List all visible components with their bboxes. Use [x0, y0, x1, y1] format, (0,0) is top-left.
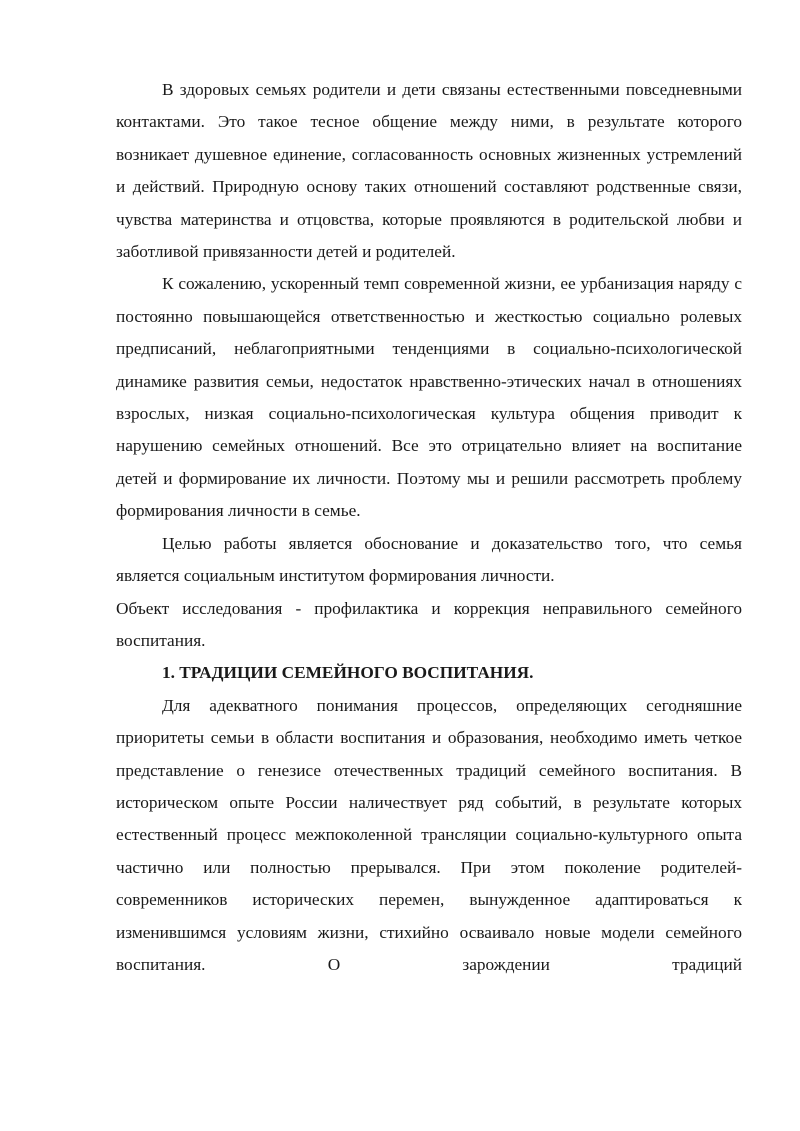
document-page [116, 74, 742, 981]
section-heading: 1. ТРАДИЦИИ СЕМЕЙНОГО ВОСПИТАНИЯ. [162, 663, 534, 683]
paragraph-traditions: Для адекватного понимания процессов, определяющих сегодняшние приоритеты семьи в области воспитания и образования, необходимо иметь четкое представление о генезисе отечественных традиций семейного воспитания. В историческом опыте России наличествует ряд событий, в результате которых естественный процесс межпоколенной трансляции социально-культурного опыта частично или полностью прерывался. При этом поколение родителей-современников исторических перемен, вынужденное адаптироваться к изменившимся условиям жизни, стихийно осваивало новые модели семейного воспитания. О зарождении традиций [116, 695, 742, 974]
paragraph-research-object: Объект исследования - профилактика и коррекция неправильного семейного воспитания. [116, 598, 742, 650]
paragraph-goal: Целью работы является обоснование и доказательство того, что семья является социальным институтом формирования личности. [116, 533, 742, 586]
paragraph-modern-life: К сожалению, ускоренный темп современной жизни, ее урбанизация наряду с постоянно повышающейся ответственностью и жесткостью социально ролевых предписаний, неблагоприятными тенденциями в социально-психологической динамике развития семьи, недостаток нравственно-этических начал в отношениях взрослых, низкая социально-психологическая культура общения приводит к нарушению семейных отношений. Все это отрицательно влияет на воспитание детей и формирование их личности. Поэтому мы и решили рассмотреть проблему формирования личности в семье. [116, 274, 742, 521]
paragraph-family-contacts: В здоровых семьях родители и дети связаны естественными повседневными контактами. Это такое тесное общение между ними, в результате которого возникает душевное единение, согласованность основных жизненных устремлений и действий. Природную основу таких отношений составляют родственные связи, чувства материнства и отцовства, которые проявляются в родительской любви и заботливой привязанности детей и родителей. [116, 80, 742, 262]
